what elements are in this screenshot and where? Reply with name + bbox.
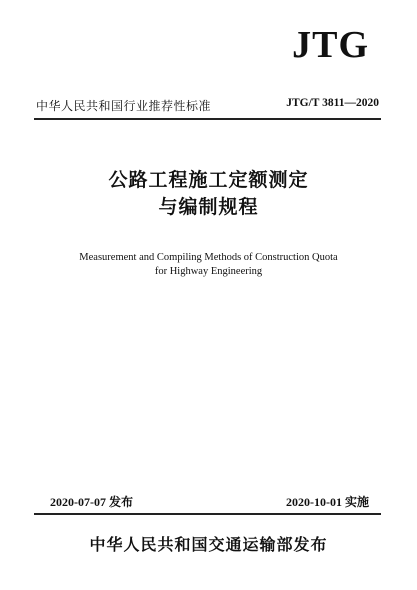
standard-category: 中华人民共和国行业推荐性标准 bbox=[36, 99, 212, 113]
title-en-line1: Measurement and Compiling Methods of Construction Quota bbox=[79, 252, 338, 263]
implement-date: 2020-10-01 实施 bbox=[286, 495, 369, 509]
title-cn-line2: 与编制规程 bbox=[158, 196, 259, 218]
standard-number: JTG/T 3811—2020 bbox=[286, 97, 379, 109]
bottom-divider bbox=[34, 513, 381, 515]
top-divider bbox=[34, 118, 381, 120]
title-cn-line1: 公路工程施工定额测定 bbox=[108, 169, 309, 191]
issue-date: 2020-07-07 发布 bbox=[50, 495, 133, 509]
jtg-logo: JTG bbox=[292, 24, 369, 66]
title-en-line2: for Highway Engineering bbox=[154, 266, 263, 277]
publisher: 中华人民共和国交通运输部发布 bbox=[89, 535, 328, 554]
